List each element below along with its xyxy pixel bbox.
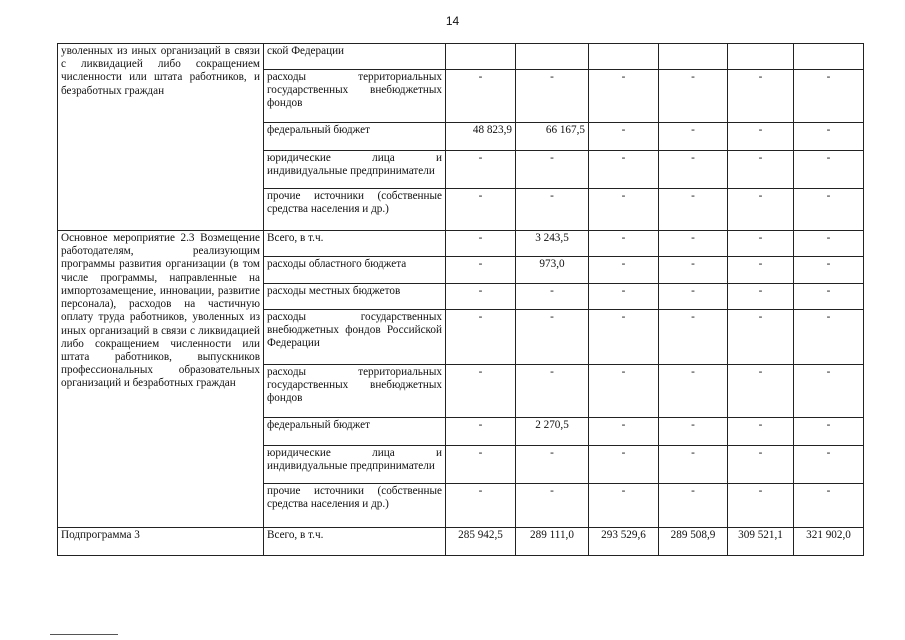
value-cell: -	[794, 257, 864, 284]
value-cell: -	[794, 418, 864, 446]
footnote-rule	[50, 634, 118, 635]
value-cell: -	[659, 231, 728, 257]
value-cell: 973,0	[516, 257, 589, 284]
value-cell: -	[728, 257, 794, 284]
value-cell: -	[516, 310, 589, 365]
table-row	[58, 528, 864, 556]
source-cell: федеральный бюджет	[264, 123, 446, 151]
page-number: 14	[445, 14, 460, 28]
source-cell: Всего, в т.ч.	[264, 231, 446, 257]
value-cell	[659, 44, 728, 70]
value-cell: -	[728, 151, 794, 189]
value-cell: -	[794, 310, 864, 365]
value-cell: -	[446, 418, 516, 446]
value-cell: -	[659, 446, 728, 484]
value-cell: 2 270,5	[516, 418, 589, 446]
value-cell: -	[589, 70, 659, 123]
value-cell: -	[516, 284, 589, 310]
table-row	[58, 44, 864, 70]
value-cell: -	[516, 446, 589, 484]
value-cell: -	[728, 484, 794, 528]
value-cell: -	[728, 310, 794, 365]
source-cell: прочие источники (собственные средства населения и др.)	[264, 189, 446, 231]
value-cell: -	[659, 189, 728, 231]
value-cell: 289 111,0	[516, 528, 589, 556]
source-cell: расходы местных бюджетов	[264, 284, 446, 310]
value-cell: -	[794, 70, 864, 123]
value-cell: -	[659, 123, 728, 151]
value-cell	[794, 44, 864, 70]
value-cell: -	[659, 418, 728, 446]
value-cell: -	[659, 70, 728, 123]
value-cell: -	[794, 284, 864, 310]
value-cell: -	[794, 189, 864, 231]
value-cell: -	[516, 70, 589, 123]
value-cell: -	[728, 365, 794, 418]
measure-cell: уволенных из иных организаций в связи с ликвидацией либо сокращением численности или штата работников, и безработных граждан	[58, 44, 264, 231]
value-cell: -	[589, 310, 659, 365]
value-cell: -	[659, 310, 728, 365]
source-cell: расходы государственных внебюджетных фондов Российской Федерации	[264, 310, 446, 365]
table-row	[58, 231, 864, 257]
value-cell: -	[589, 189, 659, 231]
value-cell: -	[446, 257, 516, 284]
value-cell: -	[794, 365, 864, 418]
value-cell: -	[446, 231, 516, 257]
source-cell: юридические лица и индивидуальные предприниматели	[264, 446, 446, 484]
value-cell: -	[589, 484, 659, 528]
value-cell: -	[589, 446, 659, 484]
source-cell: расходы областного бюджета	[264, 257, 446, 284]
value-cell: -	[516, 189, 589, 231]
value-cell: -	[659, 151, 728, 189]
value-cell: -	[728, 418, 794, 446]
value-cell: -	[589, 231, 659, 257]
value-cell: -	[728, 284, 794, 310]
value-cell	[728, 44, 794, 70]
value-cell: -	[794, 446, 864, 484]
value-cell: -	[728, 189, 794, 231]
value-cell: -	[516, 365, 589, 418]
value-cell: -	[794, 151, 864, 189]
value-cell: -	[589, 151, 659, 189]
value-cell: -	[446, 151, 516, 189]
value-cell: -	[728, 70, 794, 123]
value-cell: -	[446, 189, 516, 231]
value-cell: -	[589, 418, 659, 446]
value-cell: -	[589, 257, 659, 284]
source-cell: прочие источники (собственные средства населения и др.)	[264, 484, 446, 528]
budget-table	[57, 43, 864, 556]
value-cell: -	[659, 365, 728, 418]
value-cell: 3 243,5	[516, 231, 589, 257]
value-cell: -	[516, 151, 589, 189]
value-cell: -	[446, 365, 516, 418]
value-cell	[589, 44, 659, 70]
value-cell: -	[794, 231, 864, 257]
source-cell: расходы территориальных государственных внебюджетных фондов	[264, 70, 446, 123]
value-cell: -	[659, 284, 728, 310]
source-cell: ской Федерации	[264, 44, 446, 70]
value-cell: -	[589, 123, 659, 151]
value-cell: -	[728, 231, 794, 257]
source-cell: федеральный бюджет	[264, 418, 446, 446]
value-cell: -	[794, 123, 864, 151]
source-cell: юридические лица и индивидуальные предприниматели	[264, 151, 446, 189]
value-cell: 285 942,5	[446, 528, 516, 556]
value-cell: -	[446, 484, 516, 528]
value-cell: 309 521,1	[728, 528, 794, 556]
value-cell: -	[446, 446, 516, 484]
value-cell: -	[446, 310, 516, 365]
value-cell: -	[794, 484, 864, 528]
value-cell: -	[516, 484, 589, 528]
value-cell: 293 529,6	[589, 528, 659, 556]
value-cell: 289 508,9	[659, 528, 728, 556]
measure-cell: Основное мероприятие 2.3 Возмещение работодателям, реализующим программы развития организации (в том числе программы, направленные на импортозамещение, инновации, развитие персонала), расходов на частичную оплату труда работников, уволенных из иных организаций в связи с ликвидацией либо сокращением численности или штата работников, выпускников профессиональных образовательных организаций и безработных граждан	[58, 231, 264, 528]
value-cell	[446, 44, 516, 70]
value-cell: 48 823,9	[446, 123, 516, 151]
measure-cell: Подпрограмма 3	[58, 528, 264, 556]
value-cell: -	[446, 284, 516, 310]
value-cell: -	[659, 257, 728, 284]
value-cell: -	[728, 123, 794, 151]
value-cell: -	[659, 484, 728, 528]
source-cell: расходы территориальных государственных внебюджетных фондов	[264, 365, 446, 418]
value-cell: -	[589, 284, 659, 310]
value-cell: -	[728, 446, 794, 484]
value-cell: -	[589, 365, 659, 418]
value-cell: 66 167,5	[516, 123, 589, 151]
value-cell	[516, 44, 589, 70]
source-cell: Всего, в т.ч.	[264, 528, 446, 556]
value-cell: -	[446, 70, 516, 123]
value-cell: 321 902,0	[794, 528, 864, 556]
